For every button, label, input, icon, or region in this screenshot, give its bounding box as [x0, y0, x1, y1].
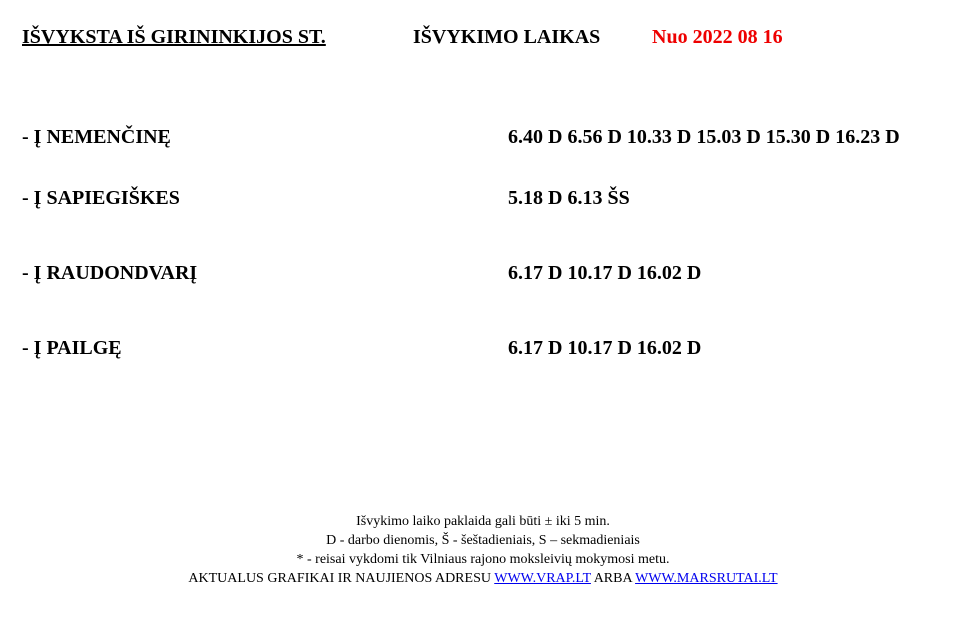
- day-legend: D - darbo dienomis, Š - šeštadieniais, S – sekmadieniais: [326, 533, 640, 548]
- route-destination: - Į NEMENČINĘ: [22, 126, 171, 148]
- route-row-pailge: [0, 337, 966, 365]
- vrap-link[interactable]: WWW.VRAP.LT: [494, 571, 591, 586]
- marsrutai-link[interactable]: WWW.MARSRUTAI.LT: [635, 571, 778, 586]
- tolerance-note: Išvykimo laiko paklaida gali būti ± iki 5 min.: [356, 514, 610, 529]
- route-row-nemencine: [0, 126, 966, 154]
- route-times: 6.40 D 6.56 D 10.33 D 15.03 D 15.30 D 16.23 D: [508, 126, 900, 148]
- route-times: 6.17 D 10.17 D 16.02 D: [508, 262, 702, 284]
- info-middle: ARBA: [593, 571, 632, 586]
- departure-station-title: IŠVYKSTA IŠ GIRININKIJOS ST.: [22, 26, 326, 48]
- schedule-footer: [0, 512, 966, 588]
- route-destination: - Į SAPIEGIŠKES: [22, 187, 180, 209]
- route-times: 6.17 D 10.17 D 16.02 D: [508, 337, 702, 359]
- route-row-raudondvari: [0, 262, 966, 290]
- info-prefix: AKTUALUS GRAFIKAI IR NAUJIENOS ADRESU: [188, 571, 491, 586]
- schedule-header: [0, 26, 966, 54]
- route-destination: - Į RAUDONDVARĮ: [22, 262, 198, 284]
- route-destination: - Į PAILGĘ: [22, 337, 122, 359]
- valid-from-date: Nuo 2022 08 16: [652, 26, 783, 48]
- route-row-sapiegiskes: [0, 187, 966, 215]
- school-trips-note: * - reisai vykdomi tik Vilniaus rajono moksleivių mokymosi metu.: [296, 552, 670, 567]
- departure-time-label: IŠVYKIMO LAIKAS: [413, 26, 601, 48]
- route-times: 5.18 D 6.13 ŠS: [508, 187, 630, 209]
- info-line: [0, 569, 966, 588]
